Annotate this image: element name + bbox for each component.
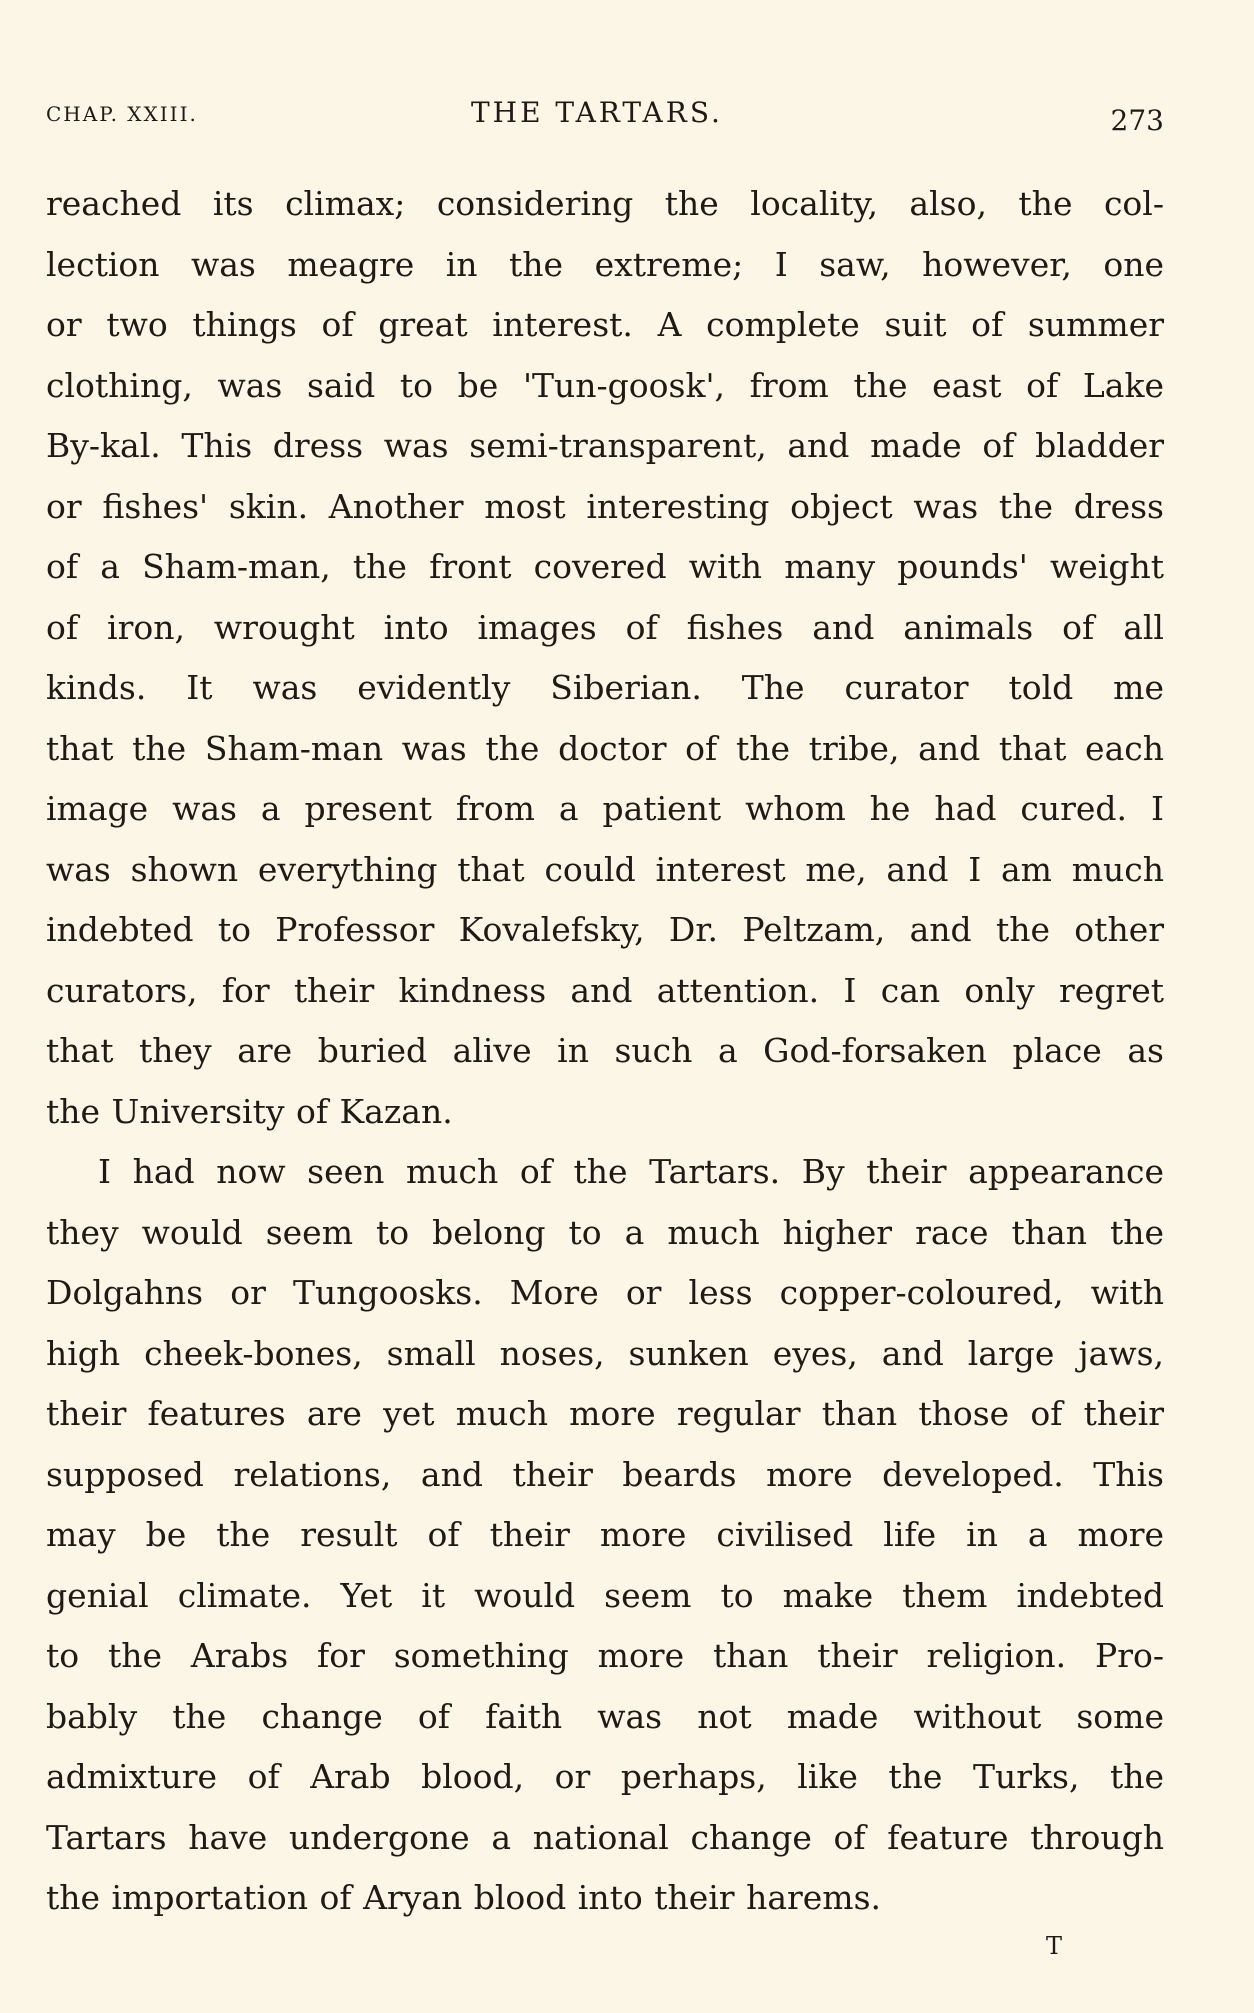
text-line: their features are yet much more regular than those of their bbox=[46, 1394, 1164, 1433]
text-line: image was a present from a patient whom he had cured. I bbox=[46, 789, 1164, 828]
text-line: or two things of great interest. A complete suit of summer bbox=[46, 305, 1164, 344]
running-head bbox=[46, 96, 1164, 136]
text-line: of iron, wrought into images of fishes and animals of all bbox=[46, 607, 1164, 647]
text-line: may be the result of their more civilised life in a more bbox=[46, 1515, 1164, 1554]
text-line: genial climate. Yet it would seem to make them indebted bbox=[46, 1575, 1164, 1615]
paragraph-first-line: I had now seen much of the Tartars. By their appearance bbox=[98, 1152, 1164, 1191]
text-line: lection was meagre in the extreme; I saw, however, one bbox=[46, 244, 1164, 284]
text-line: By-kal. This dress was semi-transparent, and made of bladder bbox=[46, 426, 1164, 465]
text-line: of a Sham-man, the front covered with many pounds' weight bbox=[46, 547, 1164, 586]
text-line: or fishes' skin. Another most interesting object was the dress bbox=[46, 486, 1164, 526]
text-line: reached its climax; considering the locality, also, the col- bbox=[46, 184, 1164, 223]
text-line: admixture of Arab blood, or perhaps, like the Turks, the bbox=[46, 1757, 1164, 1796]
text-line: Dolgahns or Tungoosks. More or less copper-coloured, with bbox=[46, 1273, 1164, 1312]
page-number: 273 bbox=[1110, 104, 1164, 137]
body-text bbox=[46, 174, 1164, 1929]
text-line: supposed relations, and their beards more developed. This bbox=[46, 1454, 1164, 1494]
text-line: that the Sham-man was the doctor of the tribe, and that each bbox=[46, 728, 1164, 768]
text-line: they would seem to belong to a much higher race than the bbox=[46, 1212, 1164, 1252]
text-line: the University of Kazan. bbox=[46, 1091, 453, 1131]
text-line: kinds. It was evidently Siberian. The curator told me bbox=[46, 668, 1164, 707]
text-line: that they are buried alive in such a God-forsaken place as bbox=[46, 1031, 1164, 1070]
text-line: Tartars have undergone a national change of feature through bbox=[46, 1817, 1164, 1857]
signature-mark: T bbox=[1046, 1932, 1063, 1960]
text-line: bably the change of faith was not made without some bbox=[46, 1696, 1164, 1736]
chapter-label: CHAP. XXIII. bbox=[46, 102, 198, 126]
running-title: THE TARTARS. bbox=[471, 96, 723, 129]
text-line: high cheek-bones, small noses, sunken eyes, and large jaws, bbox=[46, 1333, 1164, 1373]
text-line: clothing, was said to be 'Tun-goosk', from the east of Lake bbox=[46, 365, 1164, 405]
text-line: curators, for their kindness and attention. I can only regret bbox=[46, 970, 1164, 1010]
text-line: the importation of Aryan blood into their harems. bbox=[46, 1878, 882, 1917]
text-line: indebted to Professor Kovalefsky, Dr. Peltzam, and the other bbox=[46, 910, 1164, 949]
text-line: to the Arabs for something more than their religion. Pro- bbox=[46, 1636, 1164, 1675]
text-line: was shown everything that could interest me, and I am much bbox=[46, 849, 1164, 889]
